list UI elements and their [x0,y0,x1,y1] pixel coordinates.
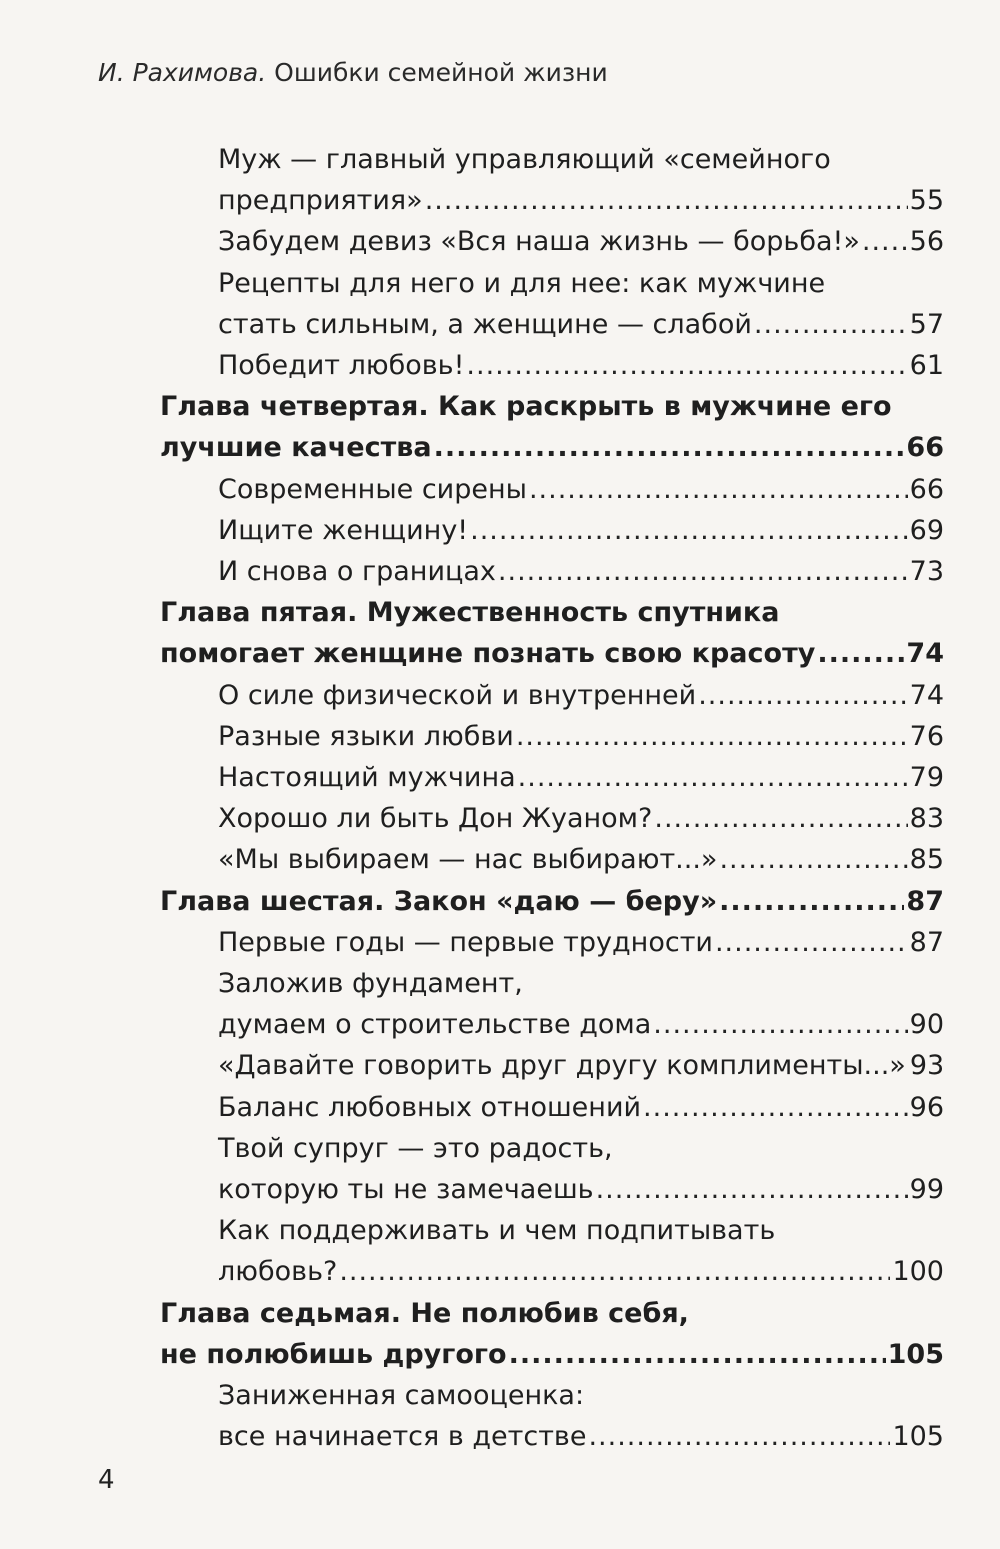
toc-chapter-title-line [160,387,944,427]
toc-page-number: 61 [909,350,944,381]
toc-entry-text: Хорошо ли быть Дон Жуаном? [218,803,653,835]
running-head [98,58,608,87]
toc-chapter [160,1335,944,1375]
toc-page-number: 93 [909,1050,945,1082]
toc-entry-text: Настоящий мужчина [218,762,516,793]
toc-entry-text: Как поддерживать и чем подпитывать [218,1215,776,1247]
toc-page-number: 69 [909,514,944,546]
dot-leader [529,470,908,510]
toc-page-number: 73 [909,556,944,587]
dot-leader [653,1005,907,1045]
toc-entry [218,1005,944,1045]
toc-page-number: 87 [906,885,944,917]
toc-page-number: 76 [909,720,944,752]
toc-chapter-title-line [160,593,944,633]
toc-page-number: 87 [909,926,944,958]
toc-page-number: 96 [909,1091,944,1123]
toc-page-number: 57 [909,308,944,340]
dot-leader [425,181,908,221]
dot-leader [719,882,904,922]
toc-entry-text: Баланс любовных отношений [218,1091,642,1123]
toc-entry-text: Разные языки любви [218,720,514,752]
toc-page-number: 79 [909,762,944,793]
toc-entry-text: Заниженная самооценка: [218,1380,585,1411]
toc-entry [218,1170,944,1210]
toc-chapter-title-line [160,1294,944,1334]
running-head-title: Ошибки семейной жизни [274,58,608,87]
toc-entry-text: Победит любовь! [218,350,465,381]
toc-entry-text: любовь? [218,1256,338,1288]
toc-entry-title-line [218,140,944,180]
dot-leader [588,1417,890,1457]
dot-leader [754,305,908,345]
toc-entry [218,552,944,592]
toc-entry [218,222,944,262]
toc-entry-text: Глава четвертая. Как раскрыть в мужчине его [160,391,892,423]
toc-entry [218,799,944,839]
toc-entry-text: Глава седьмая. Не полюбив себя, [160,1297,689,1329]
toc-entry-text: которую ты не замечаешь [218,1174,594,1205]
toc-entry [218,1417,944,1457]
dot-leader [817,634,904,674]
toc-entry-title-line [218,1376,944,1416]
toc-page-number: 74 [906,638,944,670]
dot-leader [596,1170,908,1210]
toc-page-number: 105 [887,1338,944,1370]
toc-page-number: 85 [909,844,944,876]
toc-entry [218,305,944,345]
toc-entry-title-line [218,264,944,304]
toc-page-number: 66 [906,432,944,464]
toc-entry-text: все начинается в детстве [218,1421,587,1453]
toc-chapter [160,428,944,468]
toc-entry [218,511,944,551]
toc-entry-text: думаем о строительстве дома [218,1009,652,1041]
toc-entry [218,1046,944,1086]
dot-leader [339,1252,890,1292]
dot-leader [643,1088,908,1128]
dot-leader [654,799,907,839]
toc-page-number: 105 [892,1421,944,1453]
toc-entry-text: Заложив фундамент, [218,968,523,999]
dot-leader [509,1335,886,1375]
toc-entry [218,676,944,716]
toc-page-number: 99 [909,1174,944,1205]
toc-entry-text: предприятия» [218,185,423,217]
toc-entry [218,758,944,798]
dot-leader [518,758,908,798]
toc-entry-title-line [218,964,944,1004]
dot-leader [698,676,907,716]
page-number: 4 [98,1465,115,1495]
toc-entry-text: Первые годы — первые трудности [218,926,713,958]
dot-leader [719,840,907,880]
toc-chapter [160,882,944,922]
toc-entry [218,1088,944,1128]
dot-leader [434,428,905,468]
toc-entry-title-line [218,1129,944,1169]
dot-leader [862,222,908,262]
toc-entry-text: не полюбишь другого [160,1338,507,1370]
toc-entry-text: И снова о границах [218,556,496,587]
toc-entry [218,923,944,963]
toc-entry-text: Рецепты для него и для нее: как мужчине [218,267,826,299]
toc-entry-text: О силе физической и внутренней [218,679,697,711]
toc-page-number: 66 [909,473,944,505]
toc-page-number: 90 [909,1009,944,1041]
toc-page-number: 100 [892,1256,944,1288]
dot-leader [466,346,907,386]
toc-entry [218,346,944,386]
toc-entry-text: Ищите женщину! [218,514,469,546]
dot-leader [516,717,908,757]
toc-entry [218,470,944,510]
toc-chapter [160,634,944,674]
toc-page-number: 56 [909,226,944,258]
toc-entry-text: стать сильным, а женщине — слабой [218,308,752,340]
toc-entry-text: Твой супруг — это радость, [218,1132,613,1164]
toc-entry-text: лучшие качества [160,432,432,464]
toc-entry-text: «Мы выбираем — нас выбирают...» [218,844,718,876]
toc-page-number: 74 [909,679,944,711]
dot-leader [498,552,908,592]
toc-entry [218,181,944,221]
toc-entry [218,840,944,880]
toc-entry-text: помогает женщине познать свою красоту [160,638,816,670]
toc-entry [218,717,944,757]
toc-page-number: 83 [909,803,944,835]
toc-entry-text: Глава пятая. Мужественность спутника [160,597,780,629]
toc-entry-text: Муж — главный управляющий «семейного [218,144,831,175]
dot-leader [715,923,908,963]
toc-page-number: 55 [909,185,944,217]
toc-entry-text: Глава шестая. Закон «даю — беру» [160,885,718,917]
toc-entry-text: Забудем девиз «Вся наша жизнь — борьба!» [218,226,860,258]
toc-entry-text: «Давайте говорить друг другу комплименты...» [218,1050,906,1082]
dot-leader [470,511,908,551]
toc-entry-title-line [218,1211,944,1251]
toc-entry-text: Современные сирены [218,473,527,505]
toc-entry [218,1252,944,1292]
running-head-author: И. Рахимова. [98,58,267,87]
